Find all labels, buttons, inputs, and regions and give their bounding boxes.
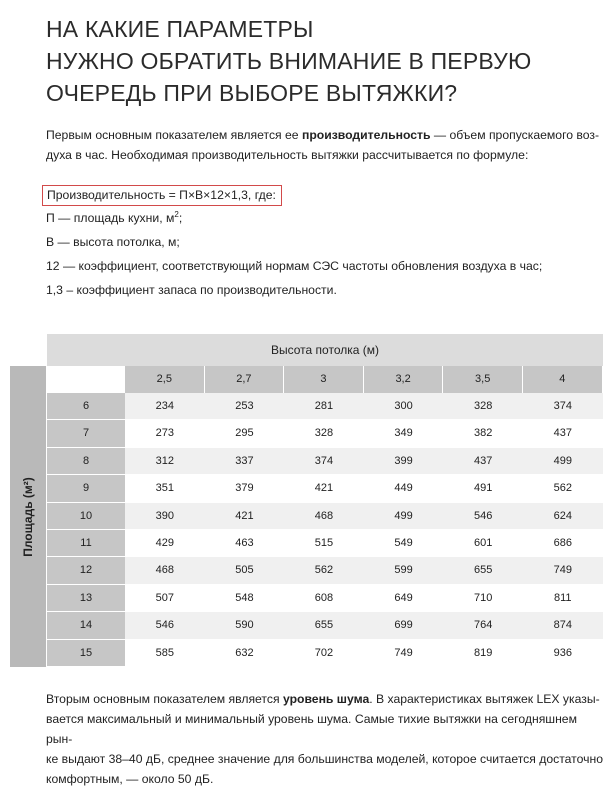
row-header: 15 [47,640,125,666]
title-line: НА КАКИЕ ПАРАМЕТРЫ [46,16,314,42]
outro-bold: уровень шума [282,692,370,706]
outro-line [46,689,606,709]
table-cell: 505 [235,564,254,577]
table-cell: 585 [155,646,174,659]
outro-text: . В характеристиках вытяжек LEX указы- [369,692,600,706]
outro-paragraph [46,689,606,789]
table-cell: 632 [235,646,254,659]
intro-bold: производительность [301,128,431,142]
table-cell: 549 [394,537,413,549]
table-cell: 328 [474,400,493,412]
table-cell: 273 [155,427,174,440]
side-label-text: Площадь (м²) [21,476,35,557]
table-cell: 499 [553,454,572,467]
row-header: 10 [47,503,125,529]
table-cell: 686 [553,537,572,549]
formula-line: 12 — коэффициент, соответствующий нормам СЭС частоты обновления воздуха в час; [46,259,543,273]
table-cell: 811 [554,591,572,604]
table-cell: 234 [155,400,174,412]
table-cell: 374 [314,454,334,467]
column-header: 3,5 [443,366,522,393]
table-cell: 437 [474,454,493,467]
table-cell: 749 [553,564,572,577]
table-cell: 468 [155,564,174,577]
table-cell: 281 [314,400,334,412]
column-header: 3 [284,366,363,393]
table-cell: 390 [155,509,174,522]
table-cell: 507 [155,591,174,604]
table-cell: 590 [235,619,254,632]
table-cell: 601 [474,537,493,549]
table-cell: 337 [235,454,254,467]
column-header: 2,5 [125,366,204,393]
column-header: 3,2 [364,366,443,393]
table-cell: 437 [553,427,572,440]
table-cell: 702 [314,646,334,659]
table-cell: 421 [235,509,254,522]
formula-box: Производительность = П×В×12×1,3, где: [42,185,282,206]
table-cell: 874 [553,619,572,632]
table-corner [47,366,125,393]
formula-line-text: П — площадь кухни, м [46,211,175,225]
table-cell: 936 [553,646,572,659]
row-header: 11 [47,530,125,556]
column-header: 4 [523,366,602,393]
title-line: ОЧЕРЕДЬ ПРИ ВЫБОРЕ ВЫТЯЖКИ? [46,80,458,106]
table-cell: 328 [314,427,334,440]
table-cell: 295 [235,427,254,440]
outro-line: вается максимальный и минимальный уровень шума. Самые тихие вытяжки на сегодняшнем рын- [46,712,577,746]
table-header: Высота потолка (м) [47,334,603,366]
table-cell: 624 [553,509,572,522]
formula-line-text: ; [178,211,183,225]
table-cell: 421 [314,482,334,495]
superscript: 2 [174,209,179,219]
formula-legend [46,206,606,302]
table-cell: 655 [314,619,334,632]
intro-paragraph [46,125,606,165]
table-cell: 491 [474,482,493,495]
table-cell: 710 [474,591,493,604]
row-header: 7 [47,420,125,446]
intro-line [46,125,606,145]
table-cell: 300 [394,400,413,412]
table-side-label [10,366,46,667]
outro-text: Вторым основным показателем является [46,692,283,706]
formula-line: 1,3 – коэффициент запаса по производительности. [46,283,337,297]
title-line: НУЖНО ОБРАТИТЬ ВНИМАНИЕ В ПЕРВУЮ [46,48,532,74]
outro-line: ке выдают 38–40 дБ, среднее значение для большинства моделей, которое считается достаточно [46,752,603,766]
intro-text: — объем пропускаемого воз- [430,128,600,142]
table-cell: 548 [235,591,254,604]
table-cell: 649 [394,591,413,604]
table-cell: 562 [314,564,334,577]
row-header: 13 [47,585,125,611]
column-header: 2,7 [205,366,284,393]
row-header: 8 [47,448,125,474]
table-cell: 699 [394,619,413,632]
table-cell: 379 [235,482,254,495]
table-cell: 382 [474,427,493,440]
table-cell: 374 [553,400,572,412]
table-cell: 449 [394,482,413,495]
table-cell: 608 [314,591,334,604]
row-header: 6 [47,393,125,419]
table-cell: 546 [155,619,174,632]
table-cell: 515 [314,537,334,549]
formula-line [46,206,606,230]
table-cell: 463 [235,537,254,549]
table-cell: 546 [474,509,493,522]
table-cell: 764 [474,619,493,632]
row-header: 14 [47,612,125,638]
page-title [46,13,606,109]
table-cell: 749 [394,646,413,659]
table-cell: 253 [235,400,254,412]
table-cell: 399 [394,454,413,467]
table-cell: 351 [155,482,174,495]
table-cell: 468 [314,509,334,522]
table-cell: 312 [155,454,174,467]
table-cell: 499 [394,509,413,522]
intro-text: Первым основным показателем является ее [46,128,302,142]
table-cell: 429 [155,537,174,549]
row-header: 9 [47,475,125,501]
outro-line: комфортным, — около 50 дБ. [46,772,214,786]
row-header: 12 [47,557,125,583]
table-cell: 562 [553,482,572,495]
table-cell: 599 [394,564,413,577]
table-cell: 819 [474,646,493,659]
table-cell: 349 [394,427,413,440]
table-cell: 655 [474,564,493,577]
formula-line: В — высота потолка, м; [46,235,180,249]
intro-line: духа в час. Необходимая производительность вытяжки рассчитывается по формуле: [46,148,529,162]
